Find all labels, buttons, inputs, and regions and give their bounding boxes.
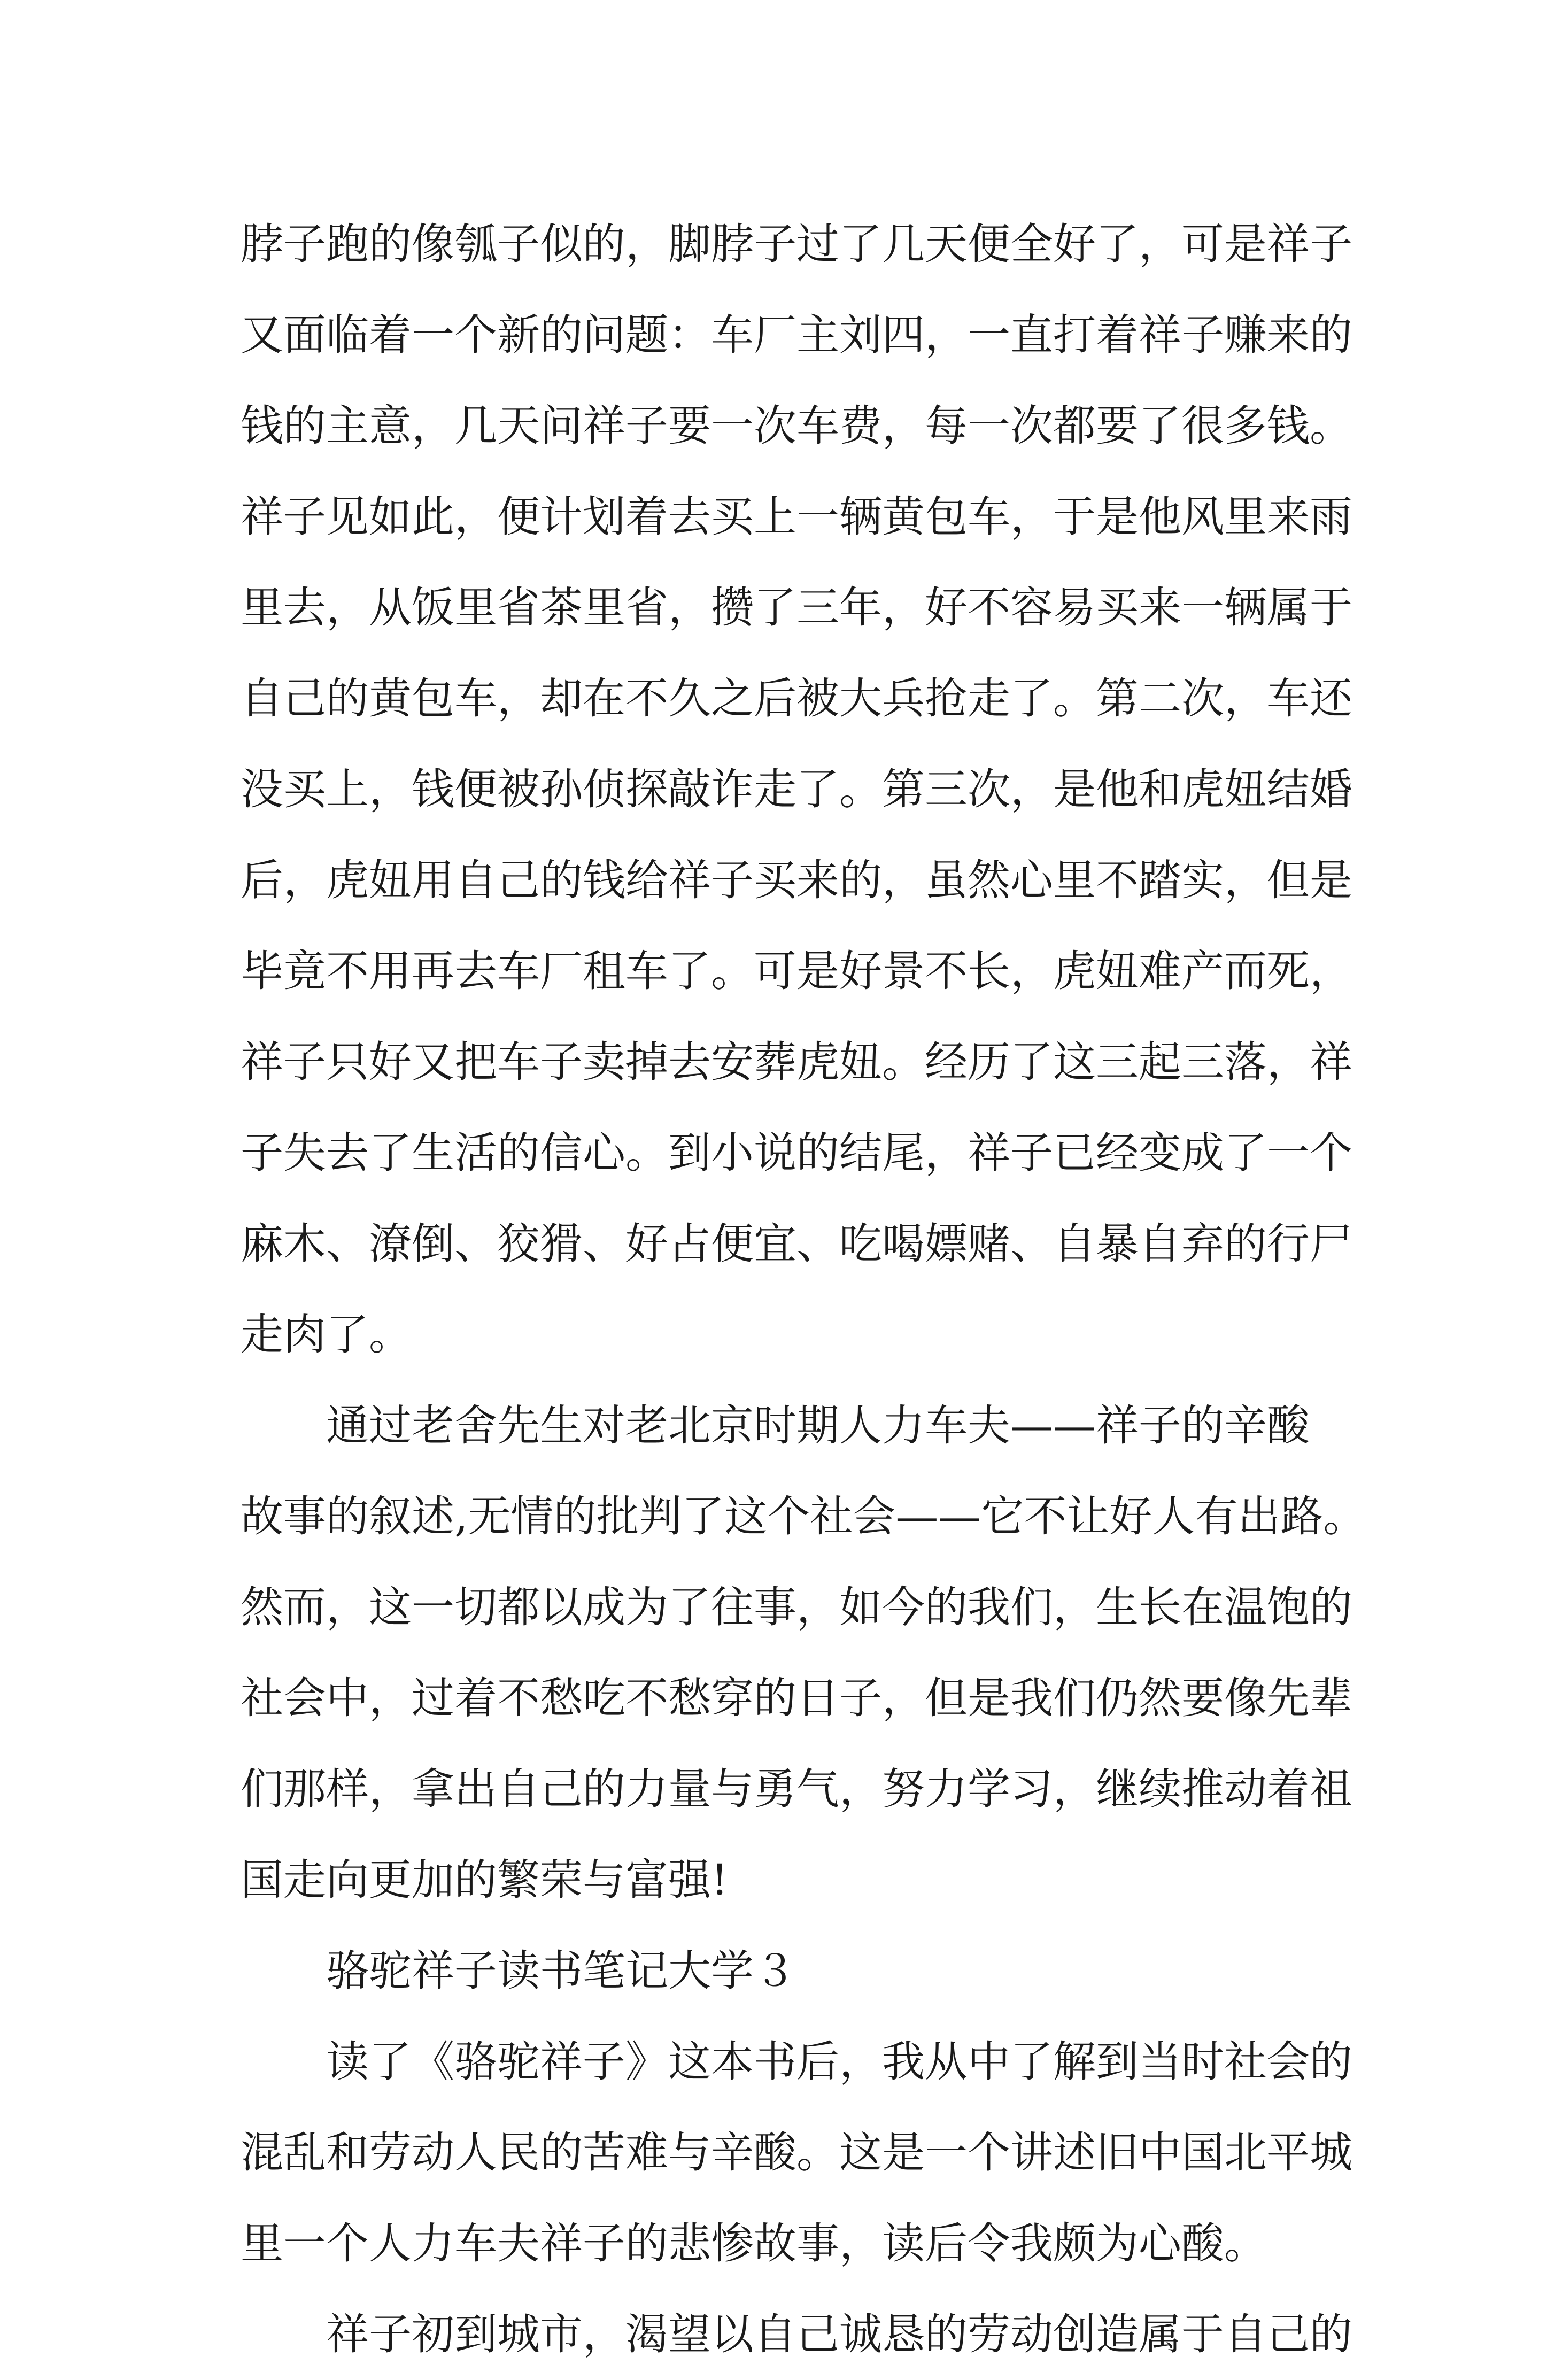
body-text	[241, 199, 1366, 2380]
text-line: 祥子初到城市，渴望以自己诚恳的劳动创造属于自己的	[241, 2309, 1352, 2359]
section-heading: 骆驼祥子读书笔记大学３	[241, 1946, 796, 1996]
text-line: 混乱和劳动人民的苦难与辛酸。这是一个讲述旧中国北平城	[241, 2128, 1352, 2177]
text-line: 没买上，钱便被孙侦探敲诈走了。第三次，是他和虎妞结婚	[241, 764, 1352, 814]
text-line: 后，虎妞用自己的钱给祥子买来的，虽然心里不踏实，但是	[241, 855, 1352, 905]
text-line: 走肉了。	[241, 1310, 412, 1359]
text-line: 自己的黄包车，却在不久之后被大兵抢走了。第二次，车还	[241, 674, 1352, 723]
text-line: 通过老舍先生对老北京时期人力车夫——祥子的辛酸	[241, 1401, 1310, 1450]
text-line: 然而，这一切都以成为了往事，如今的我们，生长在温饱的	[241, 1582, 1352, 1632]
text-line: 麻木、潦倒、狡猾、好占便宜、吃喝嫖赌、自暴自弃的行尸	[241, 1219, 1352, 1269]
text-line: 里去，从饭里省茶里省，攒了三年，好不容易买来一辆属于	[241, 583, 1352, 632]
text-line: 们那样，拿出自己的力量与勇气，努力学习，继续推动着祖	[241, 1764, 1352, 1814]
text-line: 读了《骆驼祥子》这本书后，我从中了解到当时社会的	[241, 2037, 1352, 2087]
text-line: 脖子跑的像瓠子似的，脚脖子过了几天便全好了，可是祥子	[241, 219, 1352, 269]
text-line: 国走向更加的繁荣与富强!	[241, 1855, 729, 1905]
text-line: 钱的主意，几天问祥子要一次车费，每一次都要了很多钱。	[241, 401, 1352, 451]
text-line: 社会中，过着不愁吃不愁穿的日子，但是我们仍然要像先辈	[241, 1673, 1352, 1723]
text-line: 祥子见如此，便计划着去买上一辆黄包车，于是他风里来雨	[241, 492, 1352, 542]
text-line: 子失去了生活的信心。到小说的结尾，祥子已经变成了一个	[241, 1128, 1352, 1178]
text-line: 毕竟不用再去车厂租车了。可是好景不长，虎妞难产而死，	[241, 946, 1352, 996]
text-line: 故事的叙述,无情的批判了这个社会——它不让好人有出路。	[241, 1492, 1366, 1541]
text-line: 又面临着一个新的问题：车厂主刘四，一直打着祥子赚来的	[241, 310, 1352, 360]
text-line: 祥子只好又把车子卖掉去安葬虎妞。经历了这三起三落，祥	[241, 1037, 1352, 1087]
text-line: 里一个人力车夫祥子的悲惨故事，读后令我颇为心酸。	[241, 2219, 1267, 2268]
